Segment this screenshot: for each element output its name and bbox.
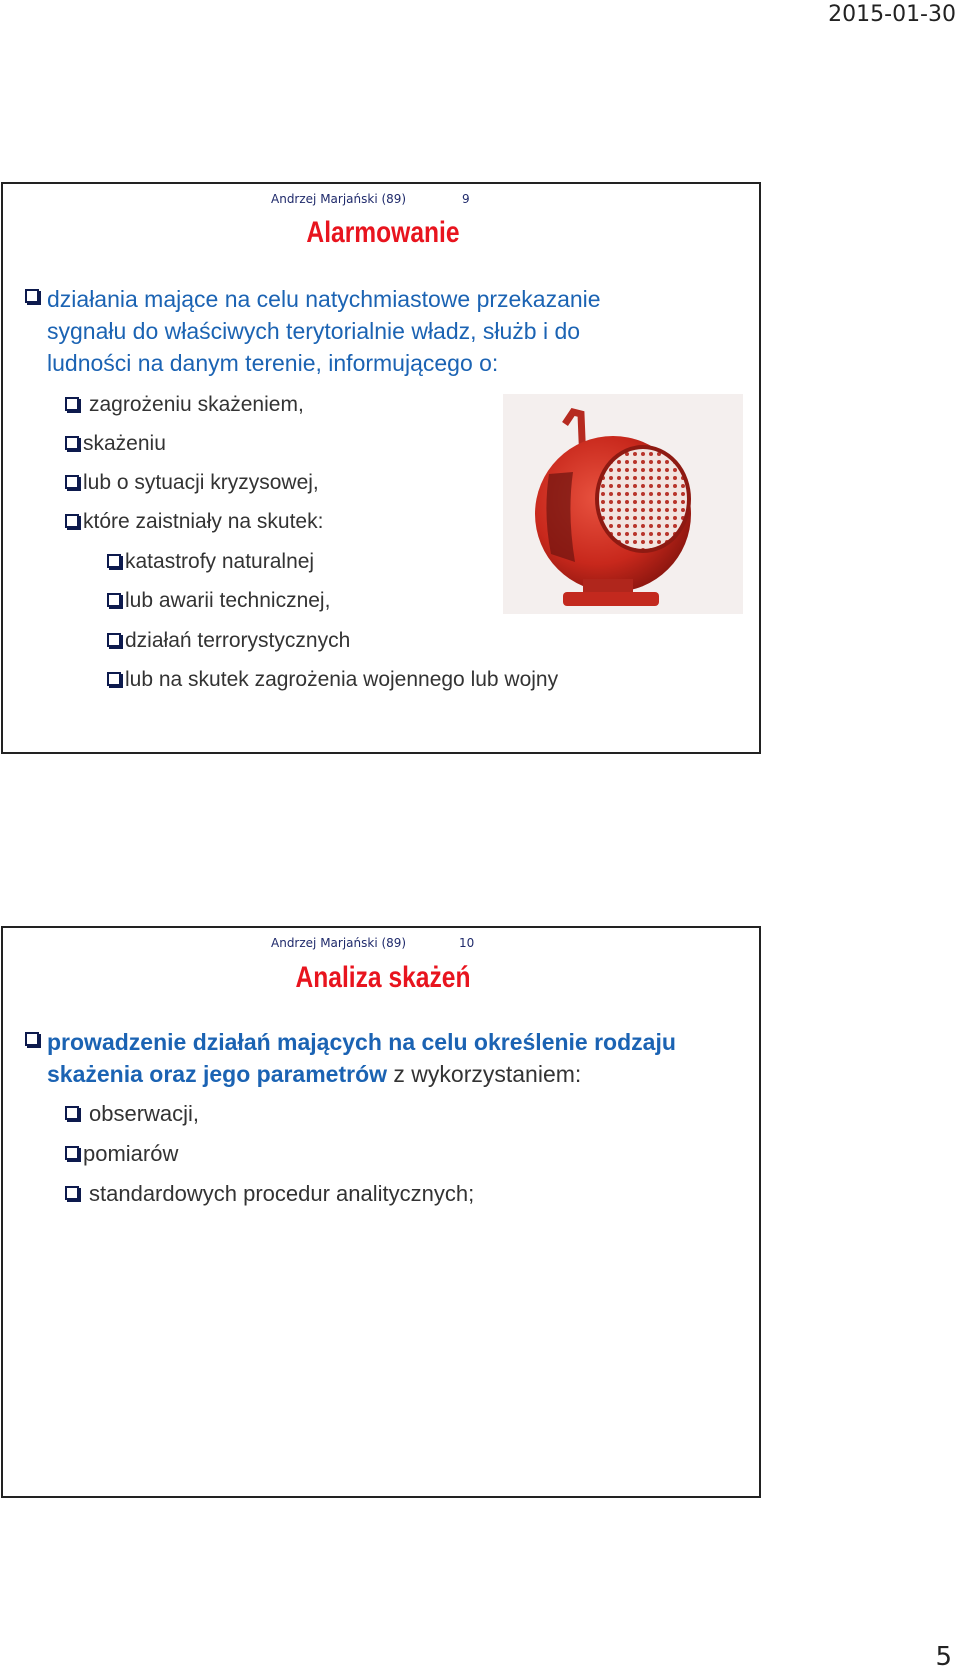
list-item: pomiarów	[65, 1140, 178, 1168]
main-line-3: ludności na danym terenie, informującego o:	[47, 350, 499, 376]
slide-alarmowanie	[1, 182, 761, 754]
main-line-1: działania mające na celu natychmiastowe przekazanie	[47, 286, 601, 312]
checkbox-bullet-icon	[65, 397, 79, 411]
list-item: lub na skutek zagrożenia wojennego lub wojny	[107, 666, 558, 694]
slide-title: Analiza skażeń	[295, 961, 471, 994]
checkbox-bullet-icon	[65, 1106, 79, 1120]
list-item: obserwacji,	[65, 1100, 199, 1128]
checkbox-bullet-icon	[65, 1146, 79, 1160]
slide-analiza-skazen	[1, 926, 761, 1498]
main-bullet	[25, 283, 601, 379]
checkbox-bullet-icon	[107, 554, 121, 568]
list-item: standardowych procedur analitycznych;	[65, 1180, 474, 1208]
main-line-2: sygnału do właściwych terytorialnie władz, służb i do	[47, 318, 581, 344]
list-item: katastrofy naturalnej	[107, 548, 314, 576]
list-item: które zaistniały na skutek:	[65, 508, 323, 536]
main-line-2-dark: z wykorzystaniem:	[387, 1061, 582, 1087]
checkbox-bullet-icon	[65, 1186, 79, 1200]
slide-title: Alarmowanie	[306, 216, 460, 249]
page-number: 5	[935, 1642, 952, 1672]
list-item: lub awarii technicznej,	[107, 587, 330, 615]
slide-author: Andrzej Marjański (89)	[271, 192, 407, 206]
list-item: zagrożeniu skażeniem,	[65, 391, 304, 419]
checkbox-bullet-icon	[107, 633, 121, 647]
main-bullet	[25, 1026, 676, 1090]
checkbox-bullet-icon	[65, 475, 79, 489]
main-line-2-blue: skażenia oraz jego parametrów	[47, 1061, 388, 1087]
list-item: lub o sytuacji kryzysowej,	[65, 469, 319, 497]
slide-number: 9	[462, 192, 470, 206]
page-date: 2015-01-30	[828, 2, 956, 27]
checkbox-bullet-icon	[107, 672, 121, 686]
list-item: skażeniu	[65, 430, 166, 458]
checkbox-bullet-icon	[65, 514, 79, 528]
checkbox-bullet-icon	[65, 436, 79, 450]
checkbox-bullet-icon	[25, 1032, 39, 1046]
siren-image	[503, 394, 743, 614]
slide-number: 10	[459, 936, 475, 950]
checkbox-bullet-icon	[107, 593, 121, 607]
checkbox-bullet-icon	[25, 289, 39, 303]
main-line-1: prowadzenie działań mających na celu określenie rodzaju	[47, 1029, 676, 1055]
list-item: działań terrorystycznych	[107, 627, 350, 655]
slide-author: Andrzej Marjański (89)	[271, 936, 407, 950]
